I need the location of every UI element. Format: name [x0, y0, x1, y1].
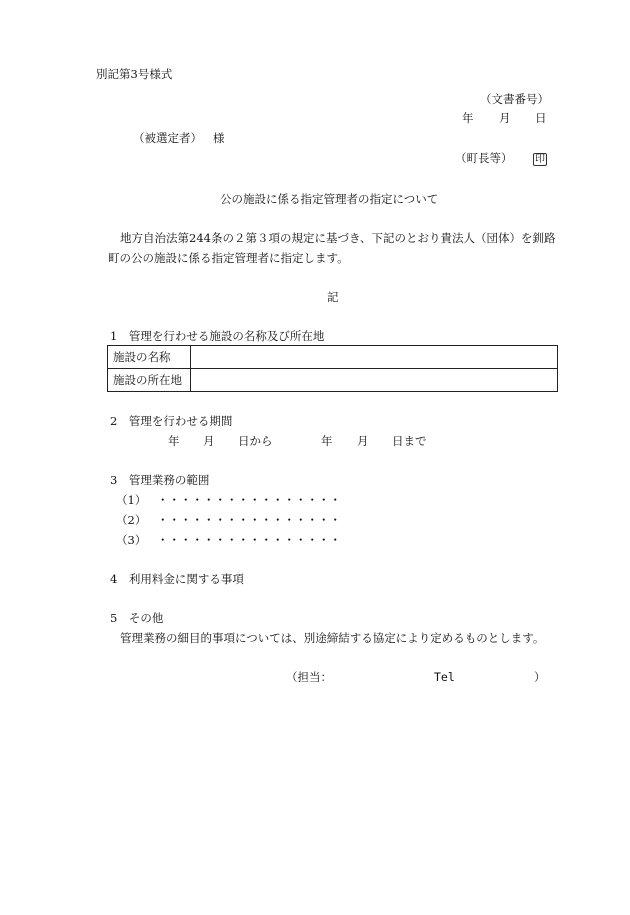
- scope-item-dots: ・・・・・・・・・・・・・・・・: [157, 533, 341, 547]
- section-1-heading: 1 管理を行わせる施設の名称及び所在地: [110, 329, 325, 343]
- section-4-heading: 4 利用料金に関する事項: [110, 572, 244, 586]
- period-to-year: 年: [321, 434, 333, 448]
- contact-tel-label: Tel: [434, 670, 455, 684]
- table-row: [108, 369, 558, 392]
- scope-item-number: （3）: [116, 533, 147, 547]
- facility-name-value: [191, 346, 558, 369]
- table-row: [108, 346, 558, 369]
- scope-item-dots: ・・・・・・・・・・・・・・・・: [157, 513, 341, 527]
- seal-mark: [533, 151, 547, 166]
- document-number: （文書番号）: [480, 92, 549, 106]
- ki-heading: 記: [327, 290, 339, 304]
- scope-item-number: （2）: [116, 513, 147, 527]
- form-label: 別記第3号様式: [96, 67, 173, 81]
- section-3-heading: 3 管理業務の範囲: [110, 473, 210, 487]
- section-5-text: 管理業務の細目的事項については、別途締結する協定により定めるものとします。: [120, 631, 545, 645]
- period-from-day: 日から: [238, 434, 273, 448]
- date-month: 月: [499, 111, 511, 125]
- facility-location-value: [191, 369, 558, 392]
- body-line-1: 地方自治法第244条の２第３項の規定に基づき、下記のとおり貴法人（団体）を釧路: [120, 231, 556, 245]
- date-year: 年: [462, 111, 474, 125]
- contact-close: ）: [534, 670, 546, 684]
- sender-name: （町長等）: [455, 151, 513, 165]
- recipient-name: （被選定者）: [133, 131, 202, 145]
- period-to-day: 日まで: [392, 434, 427, 448]
- period-from-month: 月: [203, 434, 215, 448]
- period-to-month: 月: [357, 434, 369, 448]
- document-title: 公の施設に係る指定管理者の指定について: [220, 192, 439, 206]
- facility-table: [107, 345, 558, 392]
- date-day: 日: [535, 111, 547, 125]
- facility-name-label: 施設の名称: [108, 346, 191, 369]
- contact-open: （担当：: [286, 670, 332, 684]
- scope-item-dots: ・・・・・・・・・・・・・・・・: [157, 493, 341, 507]
- facility-location-label: 施設の所在地: [108, 369, 191, 392]
- seal-icon: 印: [535, 154, 545, 165]
- body-line-2: 町の公の施設に係る指定管理者に指定します。: [108, 251, 349, 265]
- scope-item-number: （1）: [116, 493, 147, 507]
- period-from-year: 年: [168, 434, 180, 448]
- recipient-honorific: 様: [213, 131, 225, 145]
- section-5-heading: 5 その他: [110, 611, 164, 625]
- section-2-heading: 2 管理を行わせる期間: [110, 414, 233, 428]
